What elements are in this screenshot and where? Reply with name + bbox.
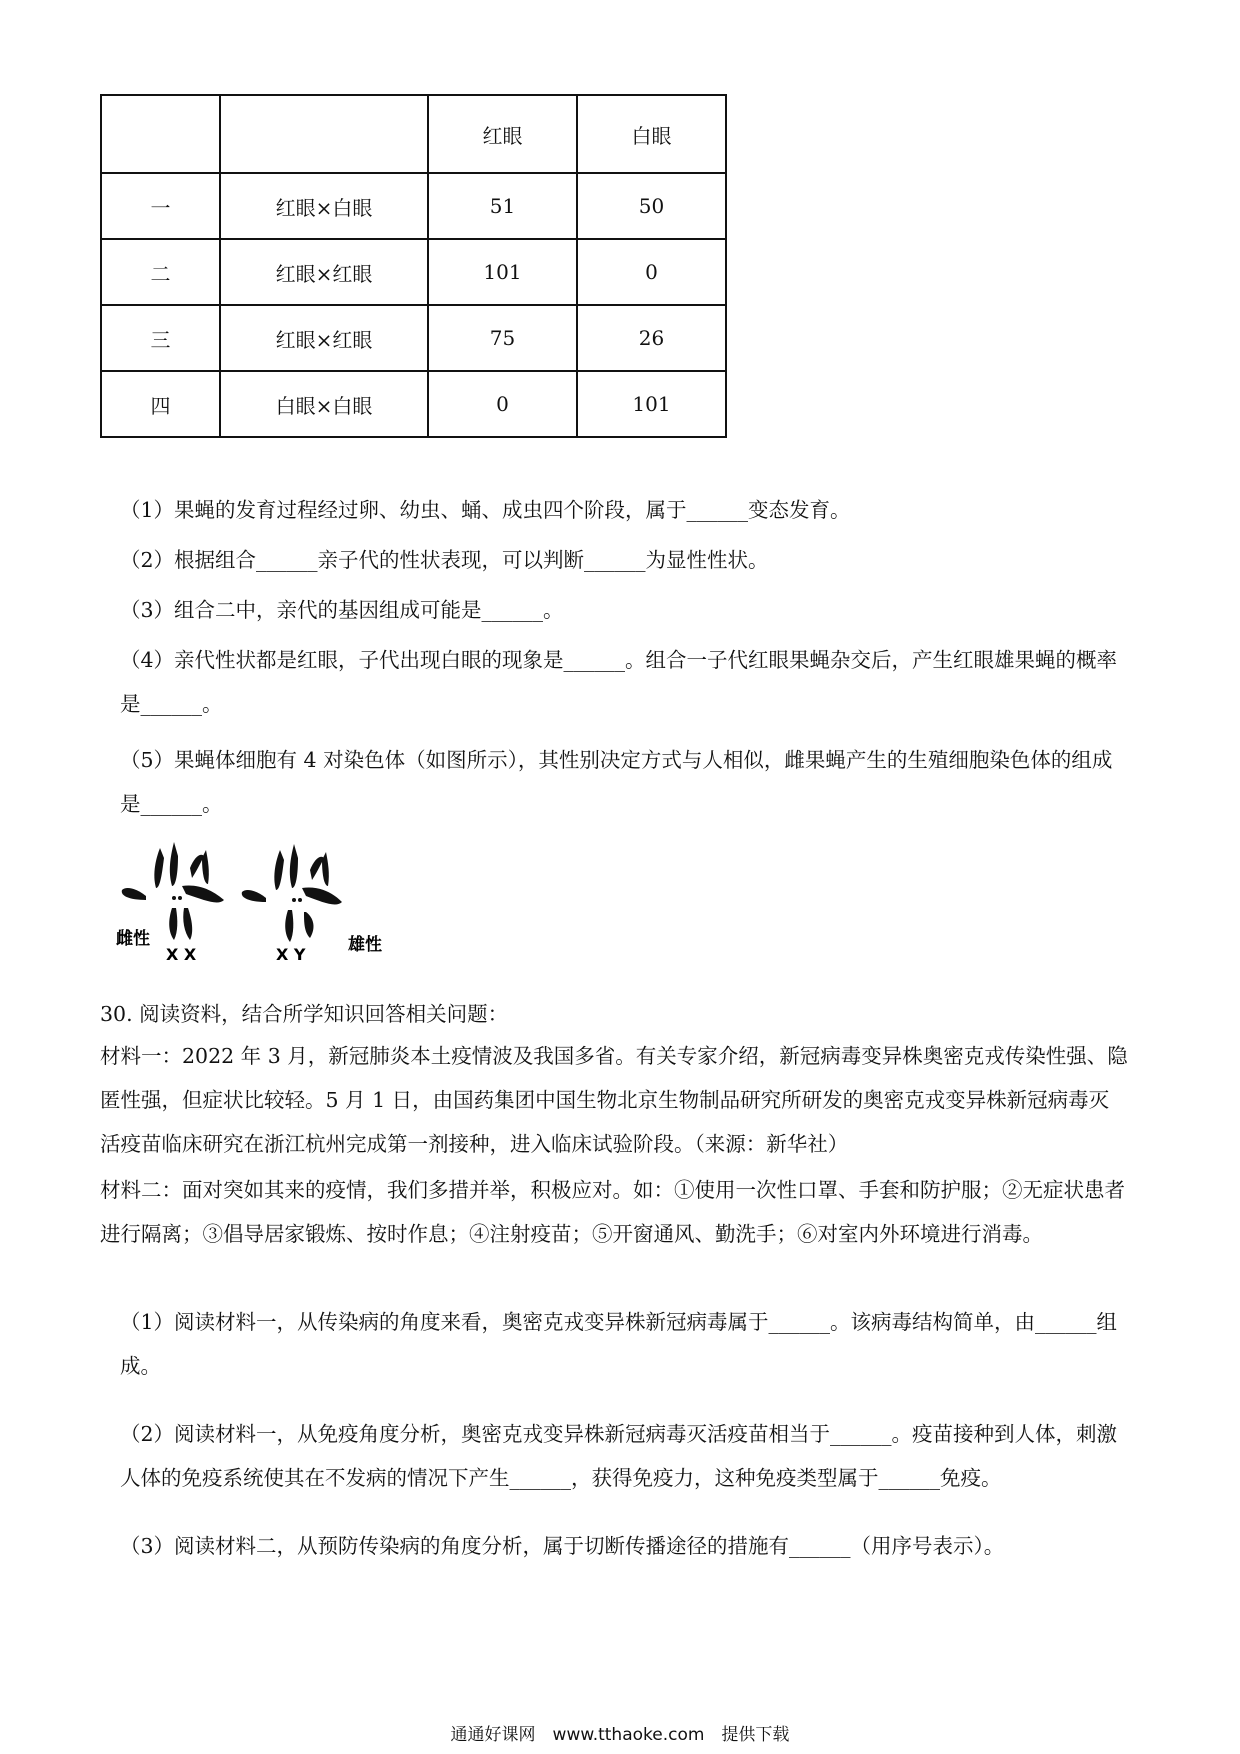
table-cell: 红眼×白眼 — [220, 173, 428, 239]
male-label: 雄性 — [348, 935, 382, 955]
male-chromosomes — [242, 844, 342, 942]
table-row — [101, 305, 726, 371]
chromosome-figure — [116, 828, 436, 960]
male-sex-chromosomes: X Y — [276, 945, 306, 960]
question-29-part-4: （4）亲代性状都是红眼，子代出现白眼的现象是______。组合一子代红眼果蝇杂交后，产生红眼雄果蝇的概率是______。 — [120, 648, 1118, 716]
table-cell: 75 — [428, 305, 577, 371]
table-cell: 三 — [101, 305, 220, 371]
table-cell: 101 — [577, 371, 726, 437]
table-cell: 26 — [577, 305, 726, 371]
header-cell: 白眼 — [577, 95, 726, 173]
female-chromosomes — [122, 842, 224, 940]
header-cell — [101, 95, 220, 173]
question-30-part-1: （1）阅读材料一，从传染病的角度来看，奥密克戎变异株新冠病毒属于______。该病毒结构简单，由______组成。 — [120, 1310, 1118, 1378]
question-30-title: 30. 阅读资料，结合所学知识回答相关问题： — [100, 1002, 509, 1026]
header-cell: 红眼 — [428, 95, 577, 173]
table-cell: 二 — [101, 239, 220, 305]
page-footer: 通通好课网 www.tthaoke.com 提供下载 — [450, 1725, 790, 1745]
question-29-part-1: （1）果蝇的发育过程经过卵、幼虫、蛹、成虫四个阶段，属于______变态发育。 — [120, 498, 851, 522]
table-cell: 51 — [428, 173, 577, 239]
table-row — [101, 173, 726, 239]
table-cell: 0 — [428, 371, 577, 437]
table-cell: 白眼×白眼 — [220, 371, 428, 437]
table-row — [101, 371, 726, 437]
question-29-part-3: （3）组合二中，亲代的基因组成可能是______。 — [120, 598, 564, 622]
question-30-part-3: （3）阅读材料二，从预防传染病的角度分析，属于切断传播途径的措施有______（用序号表示）。 — [120, 1534, 1005, 1558]
table-cell: 0 — [577, 239, 726, 305]
header-cell — [220, 95, 428, 173]
table-row — [101, 239, 726, 305]
female-sex-chromosomes: X X — [166, 945, 197, 960]
female-label: 雌性 — [116, 929, 150, 949]
question-30-part-2: （2）阅读材料一，从免疫角度分析，奥密克戎变异株新冠病毒灭活疫苗相当于______。疫苗接种到人体，刺激人体的免疫系统使其在不发病的情况下产生______，获得免疫力，这种免疫类型属于______免疫。 — [120, 1422, 1118, 1490]
table-cell: 一 — [101, 173, 220, 239]
table-cell: 50 — [577, 173, 726, 239]
material-1: 材料一：2022 年 3 月，新冠肺炎本土疫情波及我国多省。有关专家介绍，新冠病毒变异株奥密克戎传染性强、隐匿性强，但症状比较轻。5 月 1 日，由国药集团中国生物北京生物制品研究所研发的奥密克戎变异株新冠病毒灭活疫苗临床研究在浙江杭州完成第一剂接种，进入临床试验阶段。（来源：新华社） — [100, 1044, 1128, 1156]
table-cell: 红眼×红眼 — [220, 305, 428, 371]
question-29-part-2: （2）根据组合______亲子代的性状表现，可以判断______为显性性状。 — [120, 548, 769, 572]
table-cell: 四 — [101, 371, 220, 437]
table-cell: 红眼×红眼 — [220, 239, 428, 305]
question-29-part-5: （5）果蝇体细胞有 4 对染色体（如图所示），其性别决定方式与人相似，雌果蝇产生的生殖细胞染色体的组成是______。 — [120, 748, 1113, 816]
material-2: 材料二：面对突如其来的疫情，我们多措并举，积极应对。如：①使用一次性口罩、手套和防护服；②无症状患者进行隔离；③倡导居家锻炼、按时作息；④注射疫苗；⑤开窗通风、勤洗手；⑥对室内外环境进行消毒。 — [100, 1178, 1125, 1246]
results-table — [100, 94, 727, 438]
table-header-row — [101, 95, 726, 173]
table-cell: 101 — [428, 239, 577, 305]
